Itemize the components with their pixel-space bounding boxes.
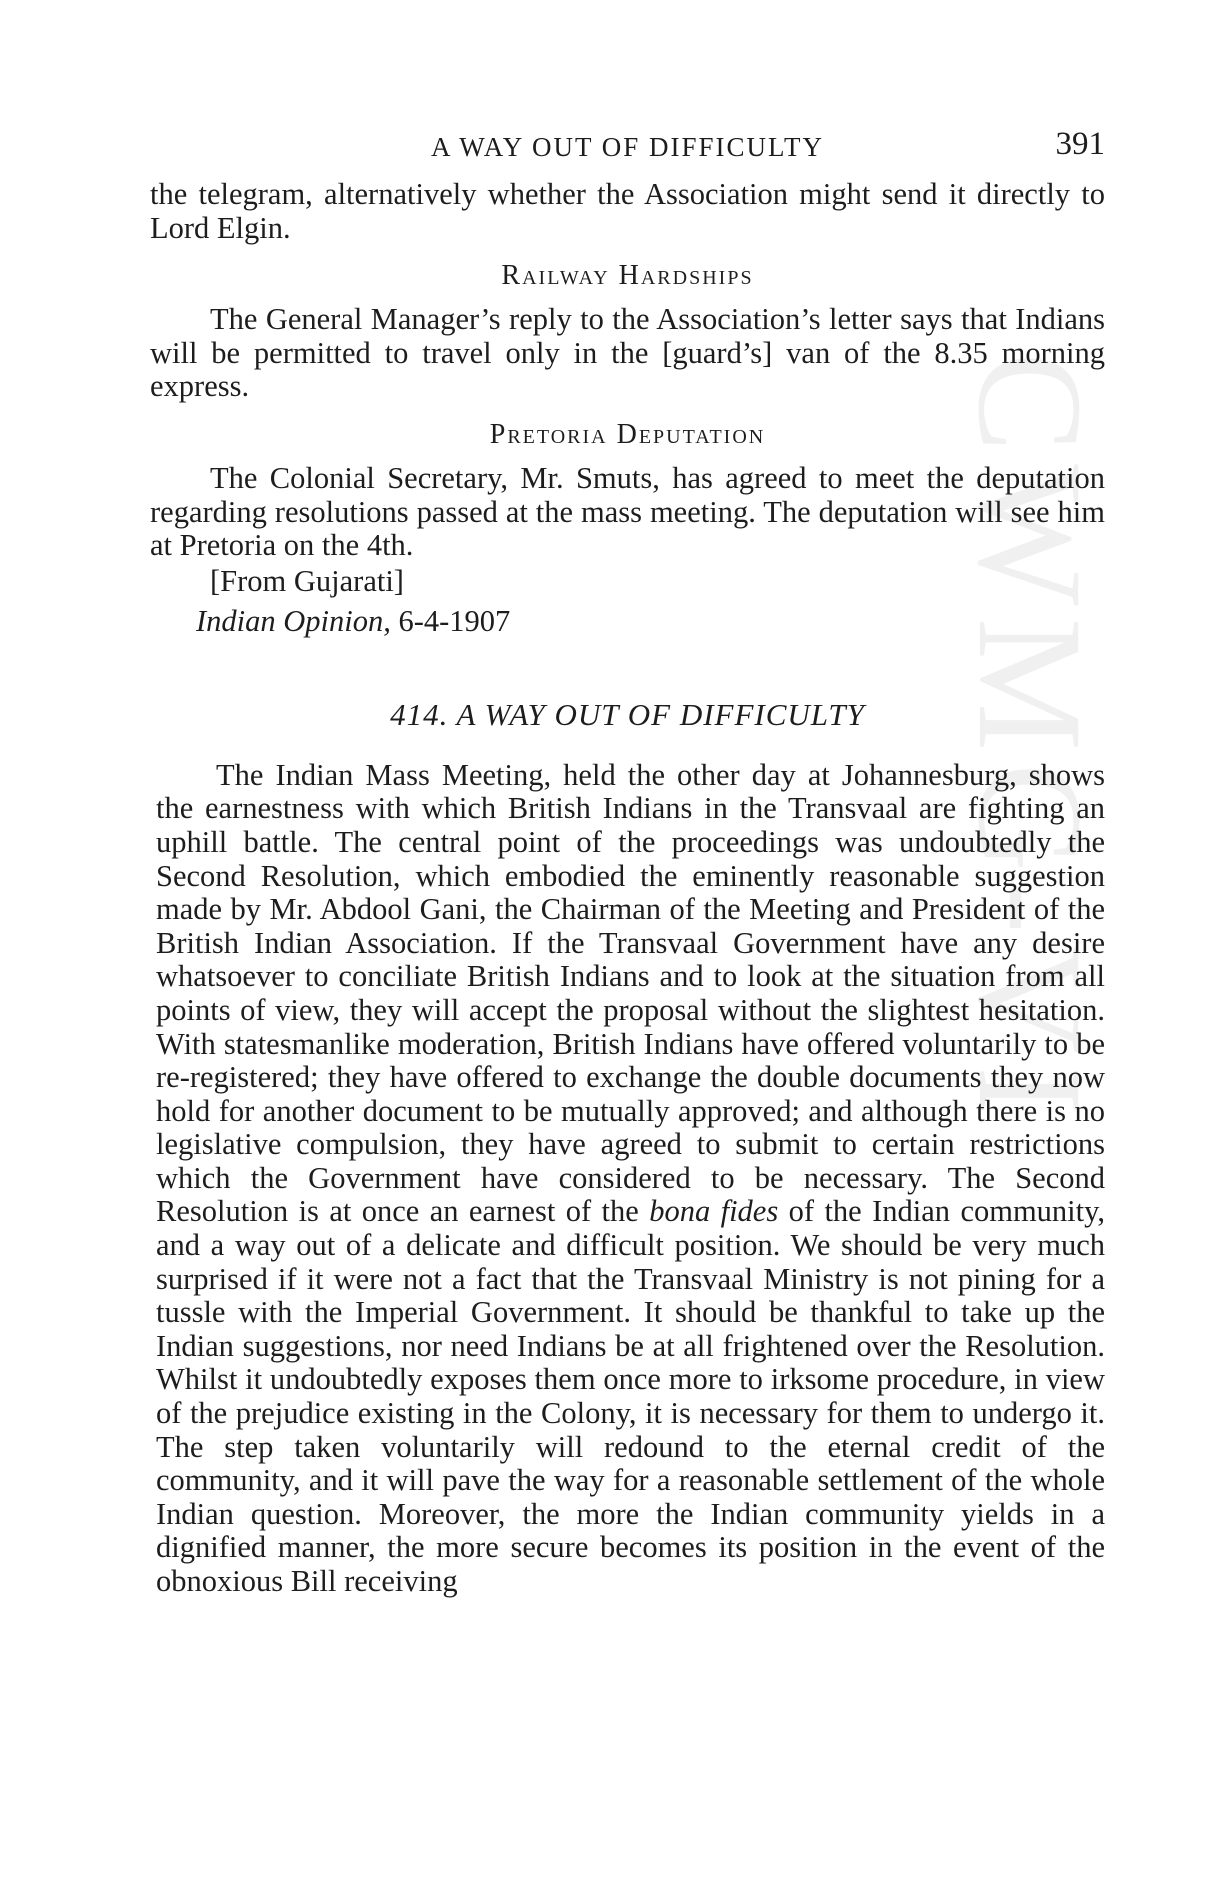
source-citation [196, 603, 1105, 639]
publication-date: 6-4-1907 [398, 603, 511, 638]
article-title: 414. A WAY OUT OF DIFFICULTY [390, 696, 865, 732]
text-block [150, 178, 1105, 1599]
document-page [150, 0, 1105, 1890]
section-body-railway-hardships: The General Manager’s reply to the Association’s letter says that Indians will be permitted to travel only in the [guard’s] van of the 8.35 morning express. [150, 302, 1105, 404]
article-text-part-2: of the Indian community, and a way out of a delicate and difficult position. We should be very much surprised if it were not a fact that the Transvaal Ministry is not pining for a tussle with the Imperial Government. It should be thankful to take up the Indian suggestions, nor need Indians be at all frightened over the Resolution. Whilst it undoubtedly exposes them once more to irksome procedure, in view of the prejudice existing in the Colony, it is necessary for them to undergo it. The step taken voluntarily will redound to the eternal credit of the community, and it will pave the way for a reasonable settlement of the whole Indian question. Moreover, the more the Indian community yields in a dignified manner, the more secure becomes its position in the event of the obnoxious Bill receiving [156, 1194, 1106, 1598]
section-heading-pretoria-deputation: Pretoria Deputation [489, 418, 766, 450]
watermark: CWMG-VI [947, 352, 1113, 1128]
article-body [156, 759, 1105, 1599]
article-paragraph [156, 759, 1105, 1599]
running-head [150, 126, 1105, 168]
section-body-pretoria-deputation: The Colonial Secretary, Mr. Smuts, has agreed to meet the deputation regarding resolutions passed at the mass meeting. The deputation will see him at Pretoria on the 4th. [150, 460, 1105, 563]
section-heading-railway-hardships: Railway Hardships [501, 260, 754, 292]
source-from-line: [From Gujarati] [210, 563, 404, 598]
article-text-italic: bona fides [649, 1194, 779, 1229]
carryover-paragraph: the telegram, alternatively whether the Association might send it directly to Lord Elgin. [150, 177, 1105, 245]
running-title: A WAY OUT OF DIFFICULTY [430, 132, 825, 162]
page-number: 391 [1055, 126, 1105, 162]
article-text-part-1: The Indian Mass Meeting, held the other day at Johannesburg, shows the earnestness with which British Indians in the Transvaal are fighting an uphill battle. The central point of the proceedings was undoubtedly the Second Resolution, which embodied the eminently reasonable suggestion made by Mr. Abdool Gani, the Chairman of the Meeting and President of the British Indian Association. If the Transvaal Government have any desire whatsoever to conciliate British Indians and to look at the situation from all points of view, they will accept the proposal without the slightest hesitation. With statesmanlike moderation, British Indians have offered voluntarily to be re-registered; they have offered to exchange the double documents they now hold for another document to be mutually approved; and although there is no legislative compulsion, they have agreed to submit to certain restrictions which the Government have considered to be necessary. The Second Resolution is at once an earnest of the [156, 757, 1105, 1229]
publication-name: Indian Opinion, [196, 603, 391, 638]
